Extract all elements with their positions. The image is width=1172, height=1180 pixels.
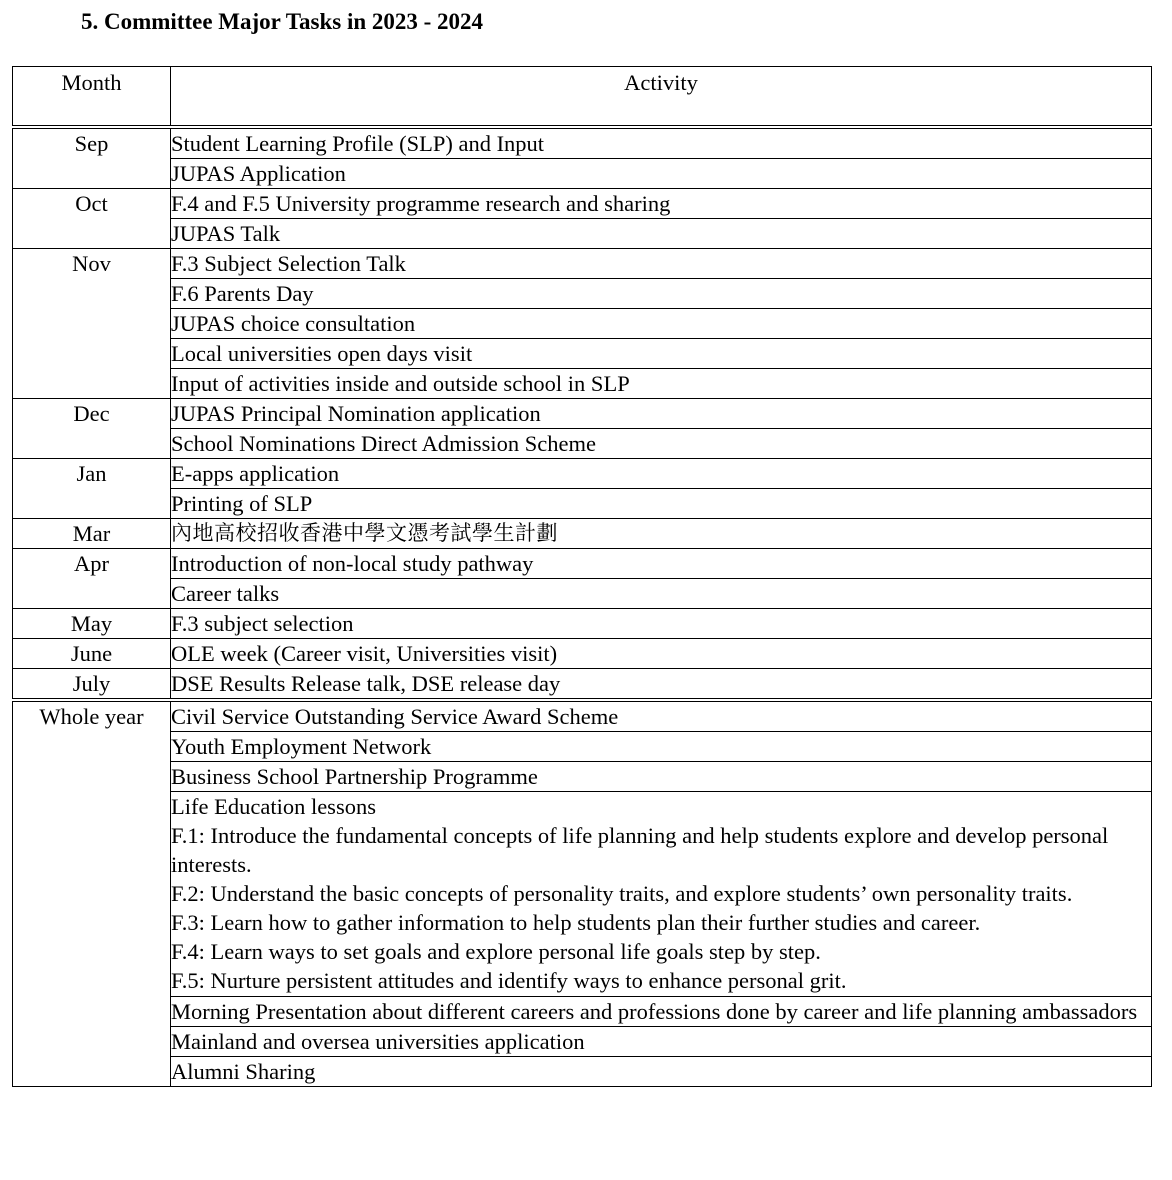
activity-text: JUPAS Principal Nomination application: [171, 401, 541, 426]
table-row: [13, 369, 1152, 399]
table-row: [13, 732, 1152, 762]
activity-text: Civil Service Outstanding Service Award Scheme: [171, 704, 619, 729]
table-row: [13, 489, 1152, 519]
activity-cell: [171, 219, 1152, 249]
table-row: [13, 700, 1152, 732]
table-row: [13, 519, 1152, 549]
month-cell: Nov: [13, 249, 171, 399]
activity-text: F.3 subject selection: [171, 611, 354, 636]
activity-text: DSE Results Release talk, DSE release day: [171, 671, 561, 696]
activity-text: OLE week (Career visit, Universities visit): [171, 641, 558, 666]
tasks-table-body: [13, 127, 1152, 1087]
table-row: [13, 1057, 1152, 1087]
activity-cell: [171, 279, 1152, 309]
activity-text: Career talks: [171, 581, 280, 606]
activity-cell: [171, 489, 1152, 519]
activity-cell: [171, 579, 1152, 609]
month-cell: Whole year: [13, 700, 171, 1087]
activity-cell: [171, 732, 1152, 762]
activity-text: Youth Employment Network: [171, 734, 432, 759]
table-row: [13, 249, 1152, 279]
activity-text: Printing of SLP: [171, 491, 313, 516]
table-row: [13, 399, 1152, 429]
activity-text: F.2: Understand the basic concepts of personality traits, and explore students’ own personality traits.: [171, 881, 1073, 906]
month-cell: Jan: [13, 459, 171, 519]
activity-text: 內地高校招收香港中學文憑考試學生計劃: [171, 521, 558, 545]
activity-text: Introduction of non-local study pathway: [171, 551, 534, 576]
page-title: 5. Committee Major Tasks in 2023 - 2024: [81, 9, 484, 34]
table-row: [13, 127, 1152, 159]
activity-cell: [171, 339, 1152, 369]
activity-text: JUPAS choice consultation: [171, 311, 416, 336]
tasks-table: [12, 66, 1152, 1087]
activity-cell: [171, 549, 1152, 579]
activity-cell: [171, 399, 1152, 429]
activity-text: Business School Partnership Programme: [171, 764, 538, 789]
table-row: [13, 639, 1152, 669]
activity-cell: [171, 189, 1152, 219]
activity-cell: [171, 159, 1152, 189]
table-row: [13, 159, 1152, 189]
activity-text: F.1: Introduce the fundamental concepts of life planning and help students explore and develop personal interests.: [171, 823, 1109, 877]
activity-text: Life Education lessons: [171, 794, 376, 819]
table-row: [13, 279, 1152, 309]
activity-cell: [171, 249, 1152, 279]
table-row: [13, 579, 1152, 609]
table-row: [13, 549, 1152, 579]
activity-text: F.5: Nurture persistent attitudes and identify ways to enhance personal grit.: [171, 968, 847, 993]
activity-cell: [171, 519, 1152, 549]
activity-cell: [171, 609, 1152, 639]
table-row: [13, 339, 1152, 369]
activity-text: School Nominations Direct Admission Scheme: [171, 431, 596, 456]
table-row: [13, 997, 1152, 1027]
table-row: [13, 609, 1152, 639]
activity-cell: [171, 639, 1152, 669]
table-row: [13, 792, 1152, 997]
activity-cell: [171, 1027, 1152, 1057]
activity-cell: [171, 700, 1152, 732]
activity-cell: [171, 127, 1152, 159]
month-cell: Mar: [13, 519, 171, 549]
table-header-row: [13, 67, 1152, 128]
month-cell: Dec: [13, 399, 171, 459]
table-row: [13, 309, 1152, 339]
activity-text: Morning Presentation about different careers and professions done by career and life planning ambassadors: [171, 999, 1138, 1024]
activity-text: F.3: Learn how to gather information to help students plan their further studies and career.: [171, 910, 981, 935]
activity-text: Input of activities inside and outside school in SLP: [171, 371, 630, 396]
activity-text: Student Learning Profile (SLP) and Input: [171, 131, 545, 156]
month-cell: Sep: [13, 127, 171, 189]
activity-text: JUPAS Application: [171, 161, 346, 186]
table-row: [13, 762, 1152, 792]
table-row: [13, 219, 1152, 249]
month-cell: May: [13, 609, 171, 639]
activity-cell: [171, 762, 1152, 792]
table-row: [13, 1027, 1152, 1057]
activity-text: Mainland and oversea universities application: [171, 1029, 585, 1054]
month-cell: Apr: [13, 549, 171, 609]
table-row: [13, 669, 1152, 701]
activity-text: Local universities open days visit: [171, 341, 473, 366]
table-row: [13, 429, 1152, 459]
activity-cell: [171, 369, 1152, 399]
activity-cell: [171, 429, 1152, 459]
table-row: [13, 189, 1152, 219]
table-row: [13, 459, 1152, 489]
activity-text: F.3 Subject Selection Talk: [171, 251, 406, 276]
activity-text: F.6 Parents Day: [171, 281, 314, 306]
activity-text: JUPAS Talk: [171, 221, 281, 246]
activity-cell: [171, 459, 1152, 489]
activity-cell: [171, 792, 1152, 997]
activity-column-header: Activity: [171, 67, 1152, 128]
activity-cell: [171, 1057, 1152, 1087]
activity-cell: [171, 997, 1152, 1027]
activity-text: Alumni Sharing: [171, 1059, 316, 1084]
month-cell: June: [13, 639, 171, 669]
activity-cell: [171, 309, 1152, 339]
activity-text: F.4: Learn ways to set goals and explore personal life goals step by step.: [171, 939, 821, 964]
month-column-header: Month: [13, 67, 171, 128]
month-cell: Oct: [13, 189, 171, 249]
month-cell: July: [13, 669, 171, 701]
activity-text: E-apps application: [171, 461, 340, 486]
activity-text: F.4 and F.5 University programme research and sharing: [171, 191, 671, 216]
activity-cell: [171, 669, 1152, 701]
